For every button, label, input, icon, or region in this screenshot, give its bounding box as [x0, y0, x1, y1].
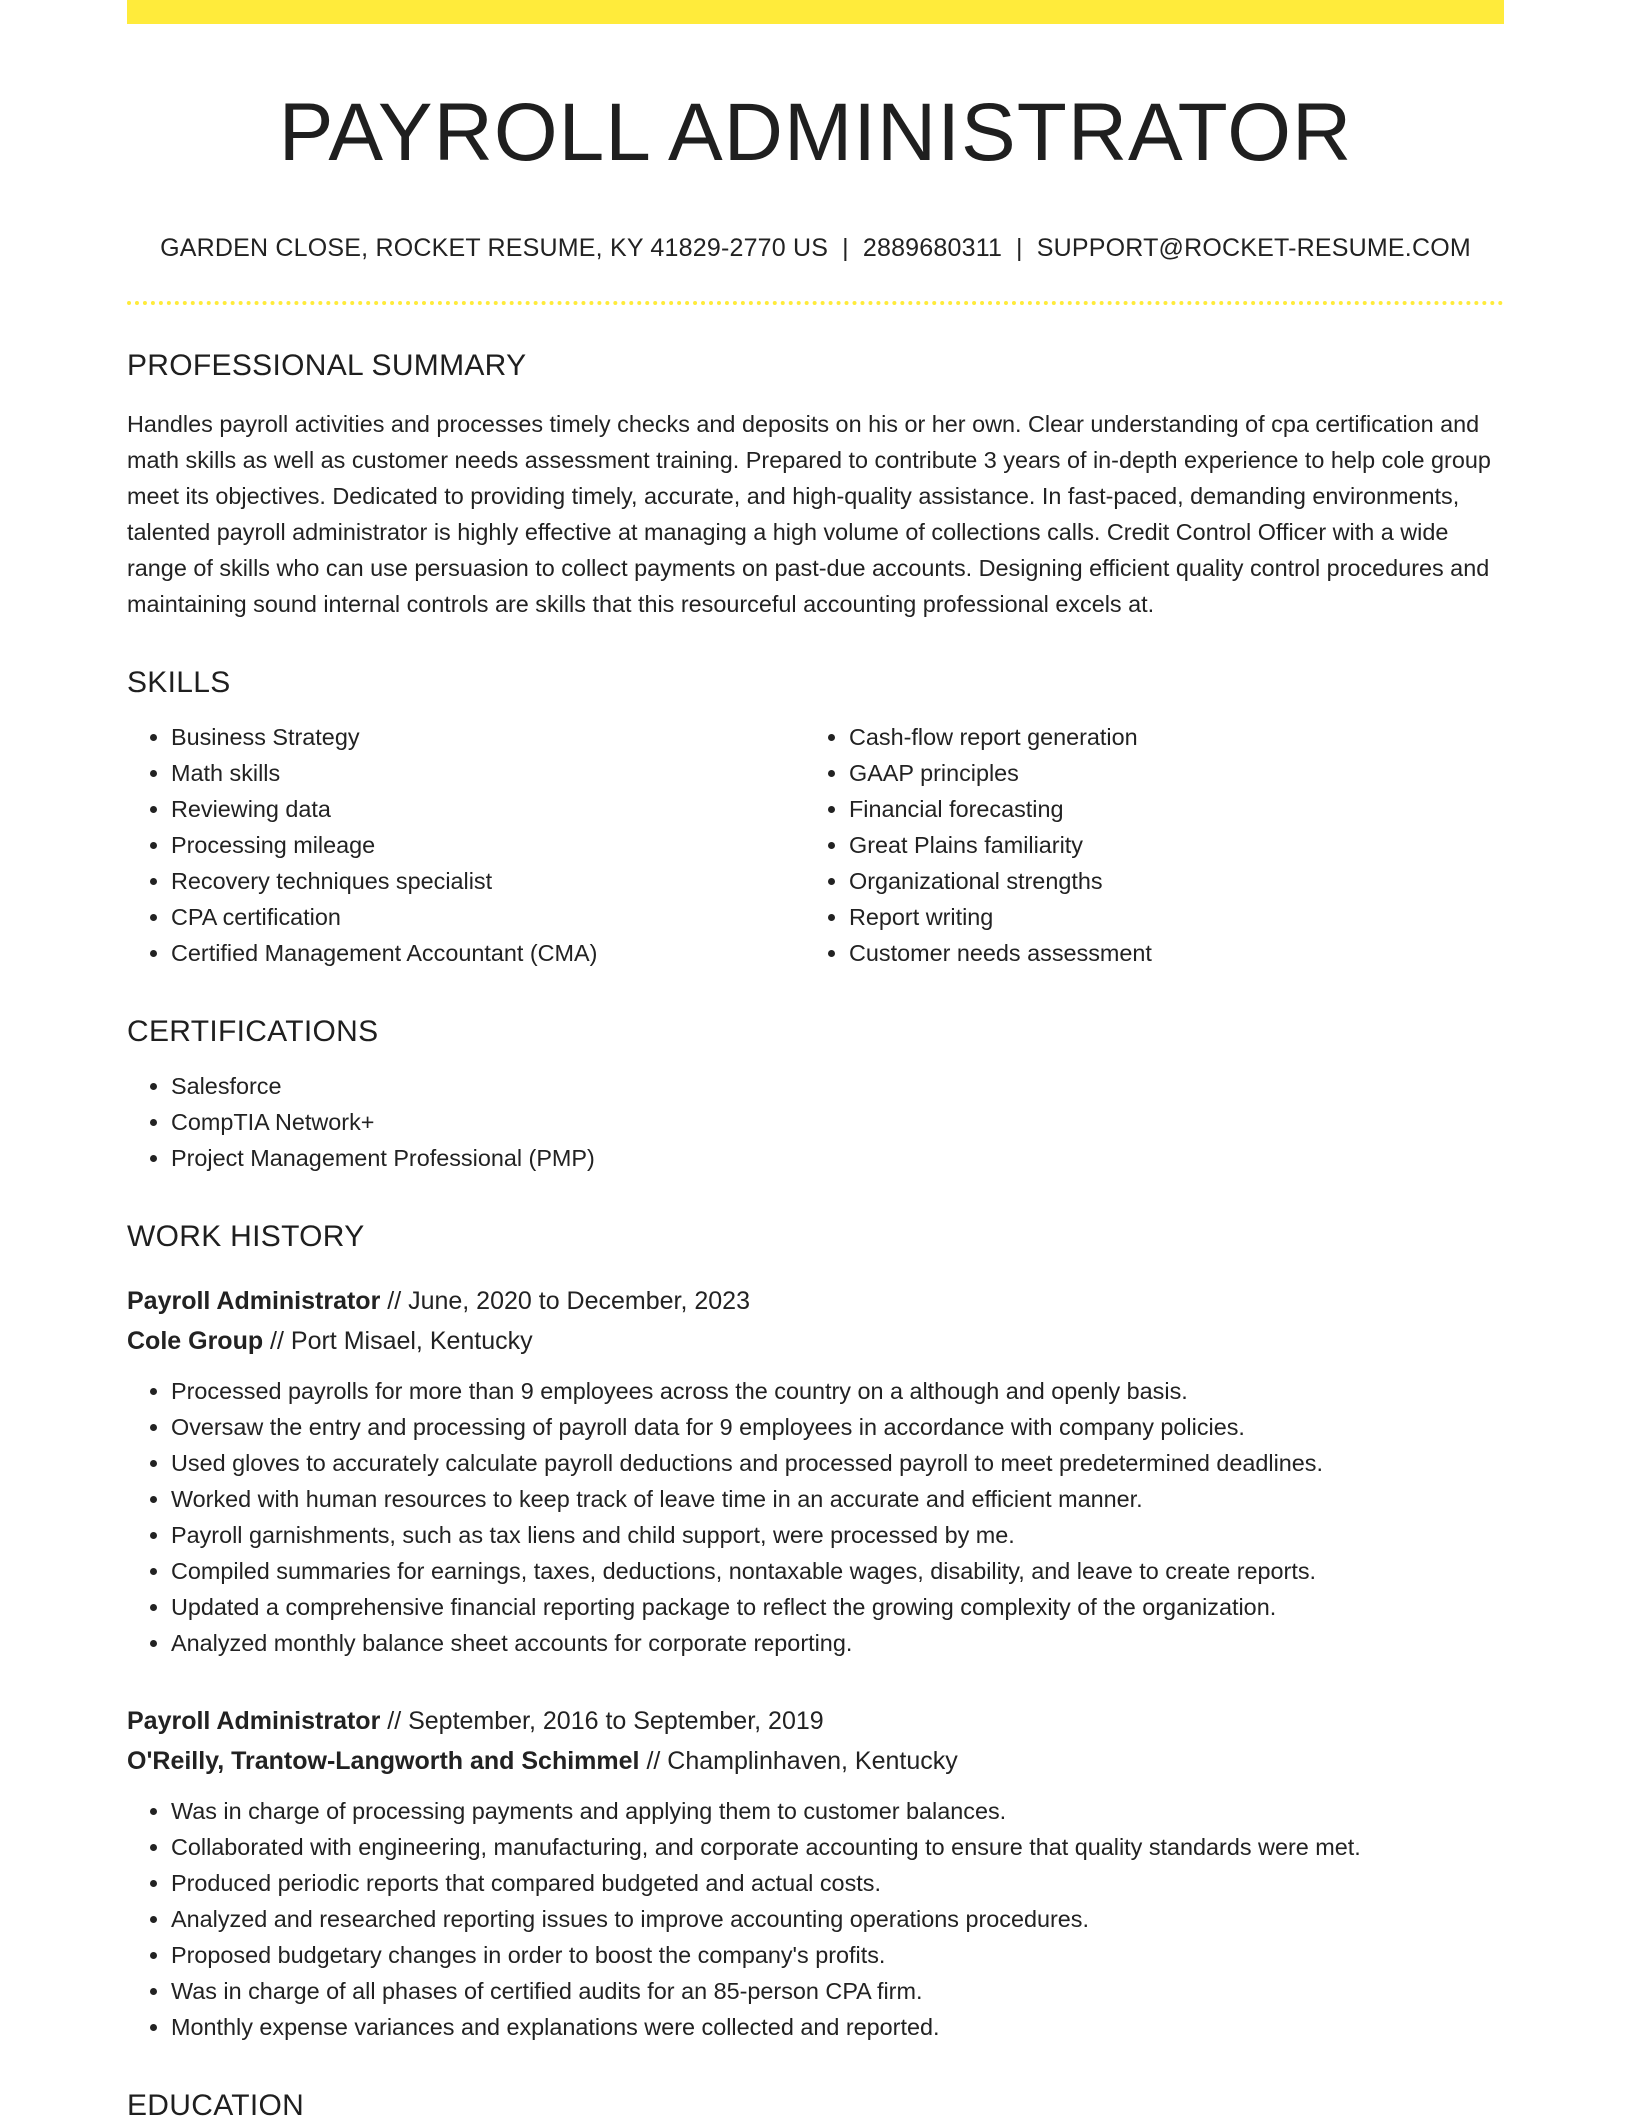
- contact-address: GARDEN CLOSE, ROCKET RESUME, KY 41829-2770 US: [160, 234, 829, 263]
- work-history-section: [127, 1220, 1504, 2045]
- job-duty-item: • Used gloves to accurately calculate payroll deductions and processed payroll to meet predetermined deadlines.: [171, 1445, 1504, 1481]
- job-duty-item: • Worked with human resources to keep track of leave time in an accurate and efficient manner.: [171, 1481, 1504, 1517]
- skill-item: • Reviewing data: [171, 791, 805, 827]
- skill-item: • Organizational strengths: [849, 863, 1483, 899]
- job-location: // Champlinhaven, Kentucky: [639, 1747, 958, 1776]
- job-duty-item: • Collaborated with engineering, manufacturing, and corporate accounting to ensure that quality standards were met.: [171, 1829, 1504, 1865]
- job-dates: // June, 2020 to December, 2023: [380, 1287, 750, 1316]
- job-company-line: [127, 1321, 1504, 1361]
- skill-item: • Math skills: [171, 755, 805, 791]
- section-title: EDUCATION: [127, 2089, 305, 2122]
- skills-list-left: [127, 719, 805, 971]
- job-duties-list: [127, 1373, 1504, 1661]
- contact-phone: 2889680311: [862, 234, 1003, 263]
- skill-item: • CPA certification: [171, 899, 805, 935]
- job-duties-list: [127, 1793, 1504, 2045]
- job-duty-item: • Was in charge of processing payments and applying them to customer balances.: [171, 1793, 1504, 1829]
- skill-item: • Great Plains familiarity: [849, 827, 1483, 863]
- resume-name: PAYROLL ADMINISTRATOR: [278, 87, 1353, 178]
- contact-email: SUPPORT@ROCKET-RESUME.COM: [1036, 234, 1471, 263]
- professional-summary-section: [127, 349, 1504, 622]
- skill-item: • Financial forecasting: [849, 791, 1483, 827]
- job-location: // Port Misael, Kentucky: [263, 1327, 533, 1356]
- job-duty-item: • Produced periodic reports that compared budgeted and actual costs.: [171, 1865, 1504, 1901]
- skill-item: • Cash-flow report generation: [849, 719, 1483, 755]
- job-duty-item: • Proposed budgetary changes in order to boost the company's profits.: [171, 1937, 1504, 1973]
- job-duty-item: • Was in charge of all phases of certified audits for an 85-person CPA firm.: [171, 1973, 1504, 2009]
- skill-item: • Certified Management Accountant (CMA): [171, 935, 805, 971]
- job-duty-item: • Processed payrolls for more than 9 employees across the country on a although and openly basis.: [171, 1373, 1504, 1409]
- contact-separator: |: [842, 234, 849, 263]
- section-title: SKILLS: [127, 666, 231, 700]
- job-role: Payroll Administrator: [127, 1287, 381, 1316]
- certification-item: • Salesforce: [171, 1068, 1504, 1104]
- job-duty-item: • Oversaw the entry and processing of payroll data for 9 employees in accordance with company policies.: [171, 1409, 1504, 1445]
- summary-text: Handles payroll activities and processes timely checks and deposits on his or her own. Clear understanding of cpa certification and math skills as well as customer needs assessment training. Prepared to contribute 3 years of in-depth experience to help cole group meet its objectives. Dedicated to providing timely, accurate, and high-quality assistance. In fast-paced, demanding environments, talented payroll administrator is highly effective at managing a high volume of collections calls. Credit Control Officer with a wide range of skills who can use persuasion to collect payments on past-due accounts. Designing efficient quality control procedures and maintaining sound internal controls are skills that this resourceful accounting professional excels at.: [127, 411, 1491, 618]
- resume-page: [127, 0, 1504, 2122]
- section-title: PROFESSIONAL SUMMARY: [127, 349, 527, 383]
- skill-item: • Recovery techniques specialist: [171, 863, 805, 899]
- education-section: [127, 2089, 1504, 2122]
- skills-grid: [127, 719, 1504, 971]
- job-dates: // September, 2016 to September, 2019: [380, 1707, 824, 1736]
- job-title-line: [127, 1701, 1504, 1741]
- skill-item: • GAAP principles: [849, 755, 1483, 791]
- skill-item: • Report writing: [849, 899, 1483, 935]
- job-duty-item: • Analyzed monthly balance sheet accounts for corporate reporting.: [171, 1625, 1504, 1661]
- certification-item: • Project Management Professional (PMP): [171, 1140, 1504, 1176]
- job-duty-item: • Updated a comprehensive financial reporting package to reflect the growing complexity of the organization.: [171, 1589, 1504, 1625]
- accent-top-bar: [127, 0, 1504, 24]
- job-company-line: [127, 1741, 1504, 1781]
- skills-list-right: [805, 719, 1483, 971]
- section-title: CERTIFICATIONS: [127, 1015, 379, 1049]
- job-duty-item: • Monthly expense variances and explanations were collected and reported.: [171, 2009, 1504, 2045]
- contact-line: [127, 234, 1504, 263]
- skill-item: • Customer needs assessment: [849, 935, 1483, 971]
- section-title: WORK HISTORY: [127, 1220, 365, 1254]
- skill-item: • Processing mileage: [171, 827, 805, 863]
- job-title-line: [127, 1281, 1504, 1321]
- contact-separator: |: [1016, 234, 1023, 263]
- job-company: Cole Group: [127, 1327, 264, 1356]
- job-duty-item: • Payroll garnishments, such as tax liens and child support, were processed by me.: [171, 1517, 1504, 1553]
- skills-section: [127, 666, 1504, 971]
- certifications-section: [127, 1015, 1504, 1176]
- job-company: O'Reilly, Trantow-Langworth and Schimmel: [127, 1747, 640, 1776]
- certification-item: • CompTIA Network+: [171, 1104, 1504, 1140]
- job-entry: [127, 1281, 1504, 1661]
- dotted-divider: [127, 301, 1504, 305]
- certifications-list: [127, 1068, 1504, 1176]
- skill-item: • Business Strategy: [171, 719, 805, 755]
- job-duty-item: • Analyzed and researched reporting issues to improve accounting operations procedures.: [171, 1901, 1504, 1937]
- job-entry: [127, 1701, 1504, 2045]
- job-duty-item: • Compiled summaries for earnings, taxes, deductions, nontaxable wages, disability, and leave to create reports.: [171, 1553, 1504, 1589]
- job-role: Payroll Administrator: [127, 1707, 381, 1736]
